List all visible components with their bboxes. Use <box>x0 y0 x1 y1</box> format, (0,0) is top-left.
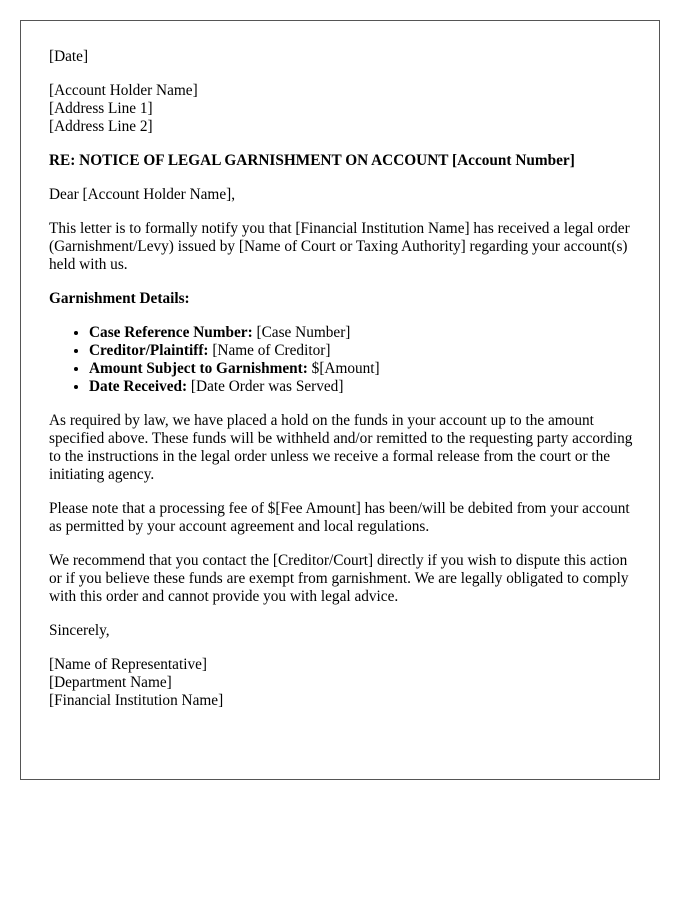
recipient-address-line-2: [Address Line 2] <box>49 118 153 135</box>
details-label: Creditor/Plaintiff: <box>89 342 209 359</box>
details-label: Date Received: <box>89 378 188 395</box>
details-label: Amount Subject to Garnishment: <box>89 360 308 377</box>
intro-paragraph: This letter is to formally notify you that [Financial Institution Name] has received a legal order (Garnishment/Levy) issued by [Name of Court or Taxing Authority] regarding your account(s) held with us. <box>49 220 630 273</box>
details-item-amount <box>89 360 635 378</box>
recipient-name: [Account Holder Name] <box>49 82 198 99</box>
details-item-case-reference <box>89 324 635 342</box>
details-label: Case Reference Number: <box>89 324 253 341</box>
details-value: [Case Number] <box>252 324 351 341</box>
details-item-date-received <box>89 378 635 396</box>
details-item-creditor <box>89 342 635 360</box>
details-list <box>49 324 635 396</box>
signature-department: [Department Name] <box>49 674 172 691</box>
letter-date: [Date] <box>49 48 89 65</box>
letter-body <box>49 48 635 726</box>
signature-institution: [Financial Institution Name] <box>49 692 224 709</box>
salutation: Dear [Account Holder Name], <box>49 186 236 203</box>
hold-paragraph: As required by law, we have placed a hold on the funds in your account up to the amount specified above. These funds will be withheld and/or remitted to the requesting party according to the instructions in the legal order unless we receive a formal release from the court or the initiating agency. <box>49 412 633 483</box>
letter-container <box>20 20 660 780</box>
details-value: $[Amount] <box>307 360 380 377</box>
signature-representative: [Name of Representative] <box>49 656 207 673</box>
details-value: [Date Order was Served] <box>187 378 344 395</box>
signature-block <box>49 656 635 710</box>
recipient-address-block <box>49 82 635 136</box>
details-heading: Garnishment Details: <box>49 290 190 307</box>
fee-paragraph: Please note that a processing fee of $[Fee Amount] has been/will be debited from your account as permitted by your account agreement and local regulations. <box>49 500 630 535</box>
letter-subject: RE: NOTICE OF LEGAL GARNISHMENT ON ACCOUNT [Account Number] <box>49 152 575 169</box>
details-value: [Name of Creditor] <box>208 342 331 359</box>
recommend-paragraph: We recommend that you contact the [Creditor/Court] directly if you wish to dispute this action or if you believe these funds are exempt from garnishment. We are legally obligated to comply with this order and cannot provide you with legal advice. <box>49 552 629 605</box>
recipient-address-line-1: [Address Line 1] <box>49 100 153 117</box>
closing: Sincerely, <box>49 622 110 639</box>
